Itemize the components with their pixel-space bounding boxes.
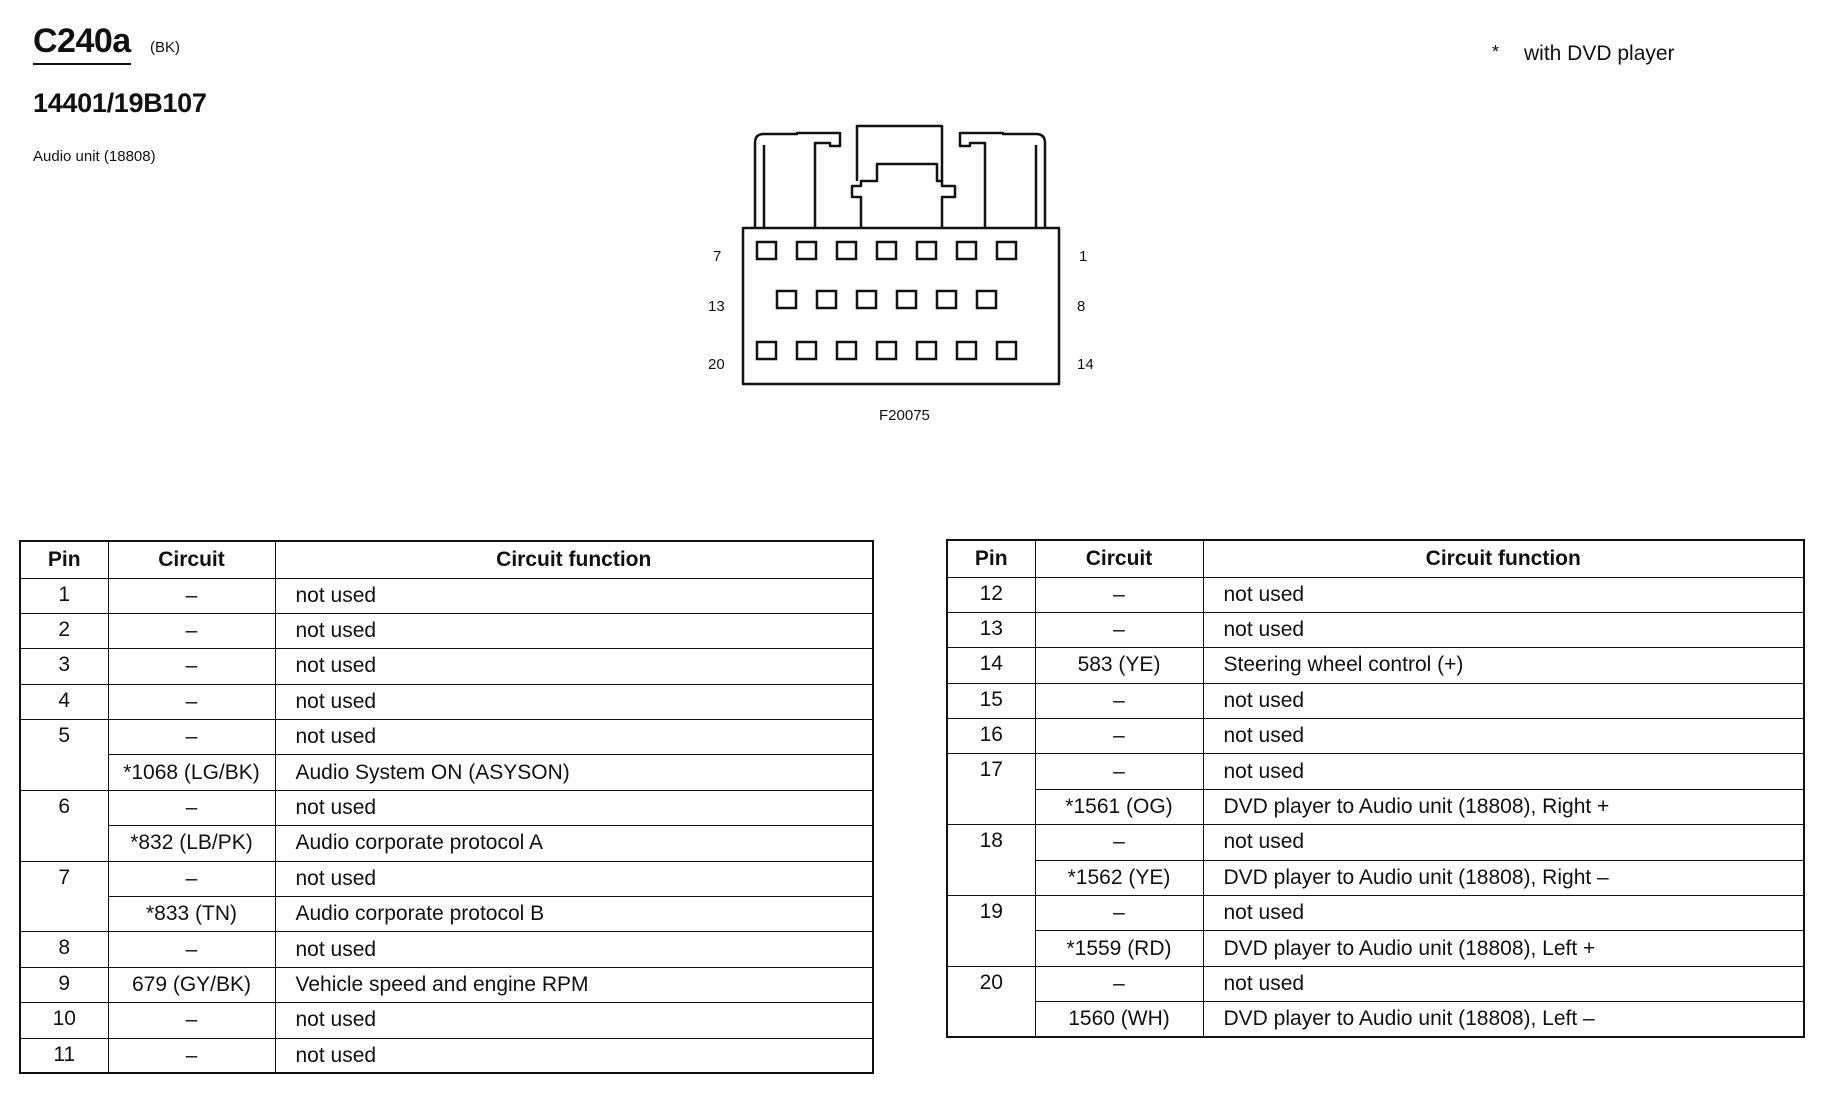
circuit-function-cell: not used [275, 932, 873, 967]
table-row [947, 754, 1804, 789]
table-header-row [20, 541, 873, 578]
table-row [947, 896, 1804, 931]
table-row [20, 790, 873, 825]
circuit-function-cell: not used [1203, 754, 1804, 789]
table-row [20, 826, 873, 861]
circuit-cell: *832 (LB/PK) [108, 826, 275, 861]
circuit-cell: – [1035, 719, 1203, 754]
circuit-function-cell: not used [275, 720, 873, 755]
circuit-function-cell: not used [1203, 896, 1804, 931]
circuit-cell: *1068 (LG/BK) [108, 755, 275, 790]
circuit-cell: 679 (GY/BK) [108, 967, 275, 1002]
pin-number-cell: 14 [947, 648, 1035, 683]
circuit-function-cell: Steering wheel control (+) [1203, 648, 1804, 683]
circuit-cell: – [1035, 683, 1203, 718]
pin-cavity [797, 342, 816, 359]
note-symbol: * [1492, 42, 1500, 62]
pin-cavity [997, 242, 1016, 259]
circuit-function-cell: Audio System ON (ASYSON) [275, 755, 873, 790]
table-row [20, 897, 873, 932]
pin-number-cell: 20 [947, 966, 1035, 1037]
circuit-function-cell: DVD player to Audio unit (18808), Right – [1203, 860, 1804, 895]
circuit-function-cell: not used [1203, 612, 1804, 647]
pin-cavity [997, 342, 1016, 359]
circuit-function-cell: not used [1203, 825, 1804, 860]
pin-number-cell: 11 [20, 1038, 108, 1073]
pin-cavity [817, 291, 836, 308]
circuit-function-cell: Audio corporate protocol B [275, 897, 873, 932]
pin-label-8: 8 [1077, 298, 1086, 315]
circuit-cell: – [1035, 825, 1203, 860]
circuit-cell: – [108, 932, 275, 967]
pin-cavity [977, 291, 996, 308]
connector-body [743, 228, 1059, 384]
table-row [947, 966, 1804, 1001]
pin-number-cell: 5 [20, 720, 108, 791]
table-row [20, 684, 873, 719]
part-number: 14401/19B107 [33, 88, 207, 118]
pin-number-cell: 10 [20, 1003, 108, 1038]
pin-label-20: 20 [708, 356, 725, 373]
pin-number-cell: 12 [947, 577, 1035, 612]
pin-number-cell: 4 [20, 684, 108, 719]
table-row [20, 967, 873, 1002]
pin-number-cell: 2 [20, 613, 108, 648]
circuit-cell: – [108, 613, 275, 648]
pin-cavity [777, 291, 796, 308]
table-row [947, 931, 1804, 966]
pin-cavity [857, 291, 876, 308]
circuit-function-cell: Audio corporate protocol A [275, 826, 873, 861]
table-row [947, 683, 1804, 718]
pin-number-cell: 13 [947, 612, 1035, 647]
circuit-function-cell: not used [275, 649, 873, 684]
pin-cavity [897, 291, 916, 308]
pin-cavity [797, 242, 816, 259]
table-row [20, 1003, 873, 1038]
circuit-cell: *1561 (OG) [1035, 789, 1203, 824]
header-circuit-function: Circuit function [275, 541, 873, 578]
pin-cavity [917, 242, 936, 259]
table-row [947, 648, 1804, 683]
circuit-function-cell: not used [275, 1038, 873, 1073]
pin-number-cell: 1 [20, 578, 108, 613]
pin-number-cell: 8 [20, 932, 108, 967]
circuit-cell: – [1035, 754, 1203, 789]
pin-cavity [917, 342, 936, 359]
circuit-cell: – [1035, 612, 1203, 647]
circuit-function-cell: Vehicle speed and engine RPM [275, 967, 873, 1002]
header-circuit: Circuit [108, 541, 275, 578]
circuit-function-cell: not used [275, 1003, 873, 1038]
circuit-function-cell: DVD player to Audio unit (18808), Right + [1203, 789, 1804, 824]
figure-id: F20075 [879, 407, 930, 424]
circuit-function-cell: not used [1203, 683, 1804, 718]
pin-cavity [957, 342, 976, 359]
circuit-function-cell: not used [1203, 719, 1804, 754]
pin-number-cell: 16 [947, 719, 1035, 754]
circuit-cell: – [108, 578, 275, 613]
circuit-cell: *1562 (YE) [1035, 860, 1203, 895]
table-row [947, 577, 1804, 612]
circuit-cell: – [108, 1003, 275, 1038]
pin-label-7: 7 [713, 248, 722, 265]
pin-cavity [837, 342, 856, 359]
circuit-cell: 1560 (WH) [1035, 1002, 1203, 1037]
header-circuit-function: Circuit function [1203, 540, 1804, 577]
right-latch [960, 133, 1045, 228]
circuit-cell: – [108, 861, 275, 896]
header-pin: Pin [20, 541, 108, 578]
circuit-function-cell: not used [275, 684, 873, 719]
circuit-cell: – [108, 720, 275, 755]
table-row [947, 1002, 1804, 1037]
circuit-function-cell: not used [275, 613, 873, 648]
table-row [20, 1038, 873, 1073]
table-header-row [947, 540, 1804, 577]
pin-number-cell: 6 [20, 790, 108, 861]
pin-number-cell: 9 [20, 967, 108, 1002]
table-row [947, 612, 1804, 647]
circuit-function-cell: not used [275, 790, 873, 825]
pin-cavity [877, 242, 896, 259]
pin-number-cell: 15 [947, 683, 1035, 718]
pin-number-cell: 17 [947, 754, 1035, 825]
center-lock [852, 164, 955, 228]
pin-cavity [877, 342, 896, 359]
pin-number-cell: 3 [20, 649, 108, 684]
circuit-cell: – [108, 790, 275, 825]
table-row [20, 649, 873, 684]
pin-cavity [757, 242, 776, 259]
table-row [947, 719, 1804, 754]
table-row [20, 578, 873, 613]
pin-number-cell: 18 [947, 825, 1035, 896]
circuit-cell: – [1035, 896, 1203, 931]
circuit-cell: *1559 (RD) [1035, 931, 1203, 966]
left-latch [755, 133, 840, 228]
circuit-cell: – [108, 684, 275, 719]
table-row [947, 789, 1804, 824]
header-pin: Pin [947, 540, 1035, 577]
table-row [947, 860, 1804, 895]
table-row [947, 825, 1804, 860]
title-underline [33, 63, 131, 65]
table-row [20, 932, 873, 967]
note-text: with DVD player [1524, 42, 1675, 65]
pin-label-14: 14 [1077, 356, 1094, 373]
circuit-cell: – [108, 649, 275, 684]
pin-label-13: 13 [708, 298, 725, 315]
table-row [20, 755, 873, 790]
circuit-function-cell: not used [1203, 577, 1804, 612]
pin-cavity [837, 242, 856, 259]
connector-face-diagram [680, 115, 1100, 400]
connector-title: C240a [33, 22, 131, 60]
circuit-cell: – [1035, 966, 1203, 1001]
pin-cavity [757, 342, 776, 359]
pinout-table-right [946, 539, 1805, 1038]
pin-cavity [937, 291, 956, 308]
connector-color-code: (BK) [150, 39, 180, 56]
connector-drawing [680, 115, 1100, 395]
center-lock-top [857, 126, 942, 181]
circuit-function-cell: DVD player to Audio unit (18808), Left + [1203, 931, 1804, 966]
circuit-function-cell: DVD player to Audio unit (18808), Left – [1203, 1002, 1804, 1037]
circuit-function-cell: not used [275, 861, 873, 896]
table-row [20, 861, 873, 896]
circuit-cell: – [1035, 577, 1203, 612]
pin-number-cell: 7 [20, 861, 108, 932]
table-row [20, 613, 873, 648]
pin-cavity [957, 242, 976, 259]
circuit-cell: 583 (YE) [1035, 648, 1203, 683]
circuit-function-cell: not used [1203, 966, 1804, 1001]
pinout-table-left [19, 540, 874, 1074]
pin-label-1: 1 [1079, 248, 1088, 265]
table-row [20, 720, 873, 755]
circuit-function-cell: not used [275, 578, 873, 613]
circuit-cell: *833 (TN) [108, 897, 275, 932]
header-circuit: Circuit [1035, 540, 1203, 577]
circuit-cell: – [108, 1038, 275, 1073]
pin-number-cell: 19 [947, 896, 1035, 967]
connector-description: Audio unit (18808) [33, 148, 156, 165]
